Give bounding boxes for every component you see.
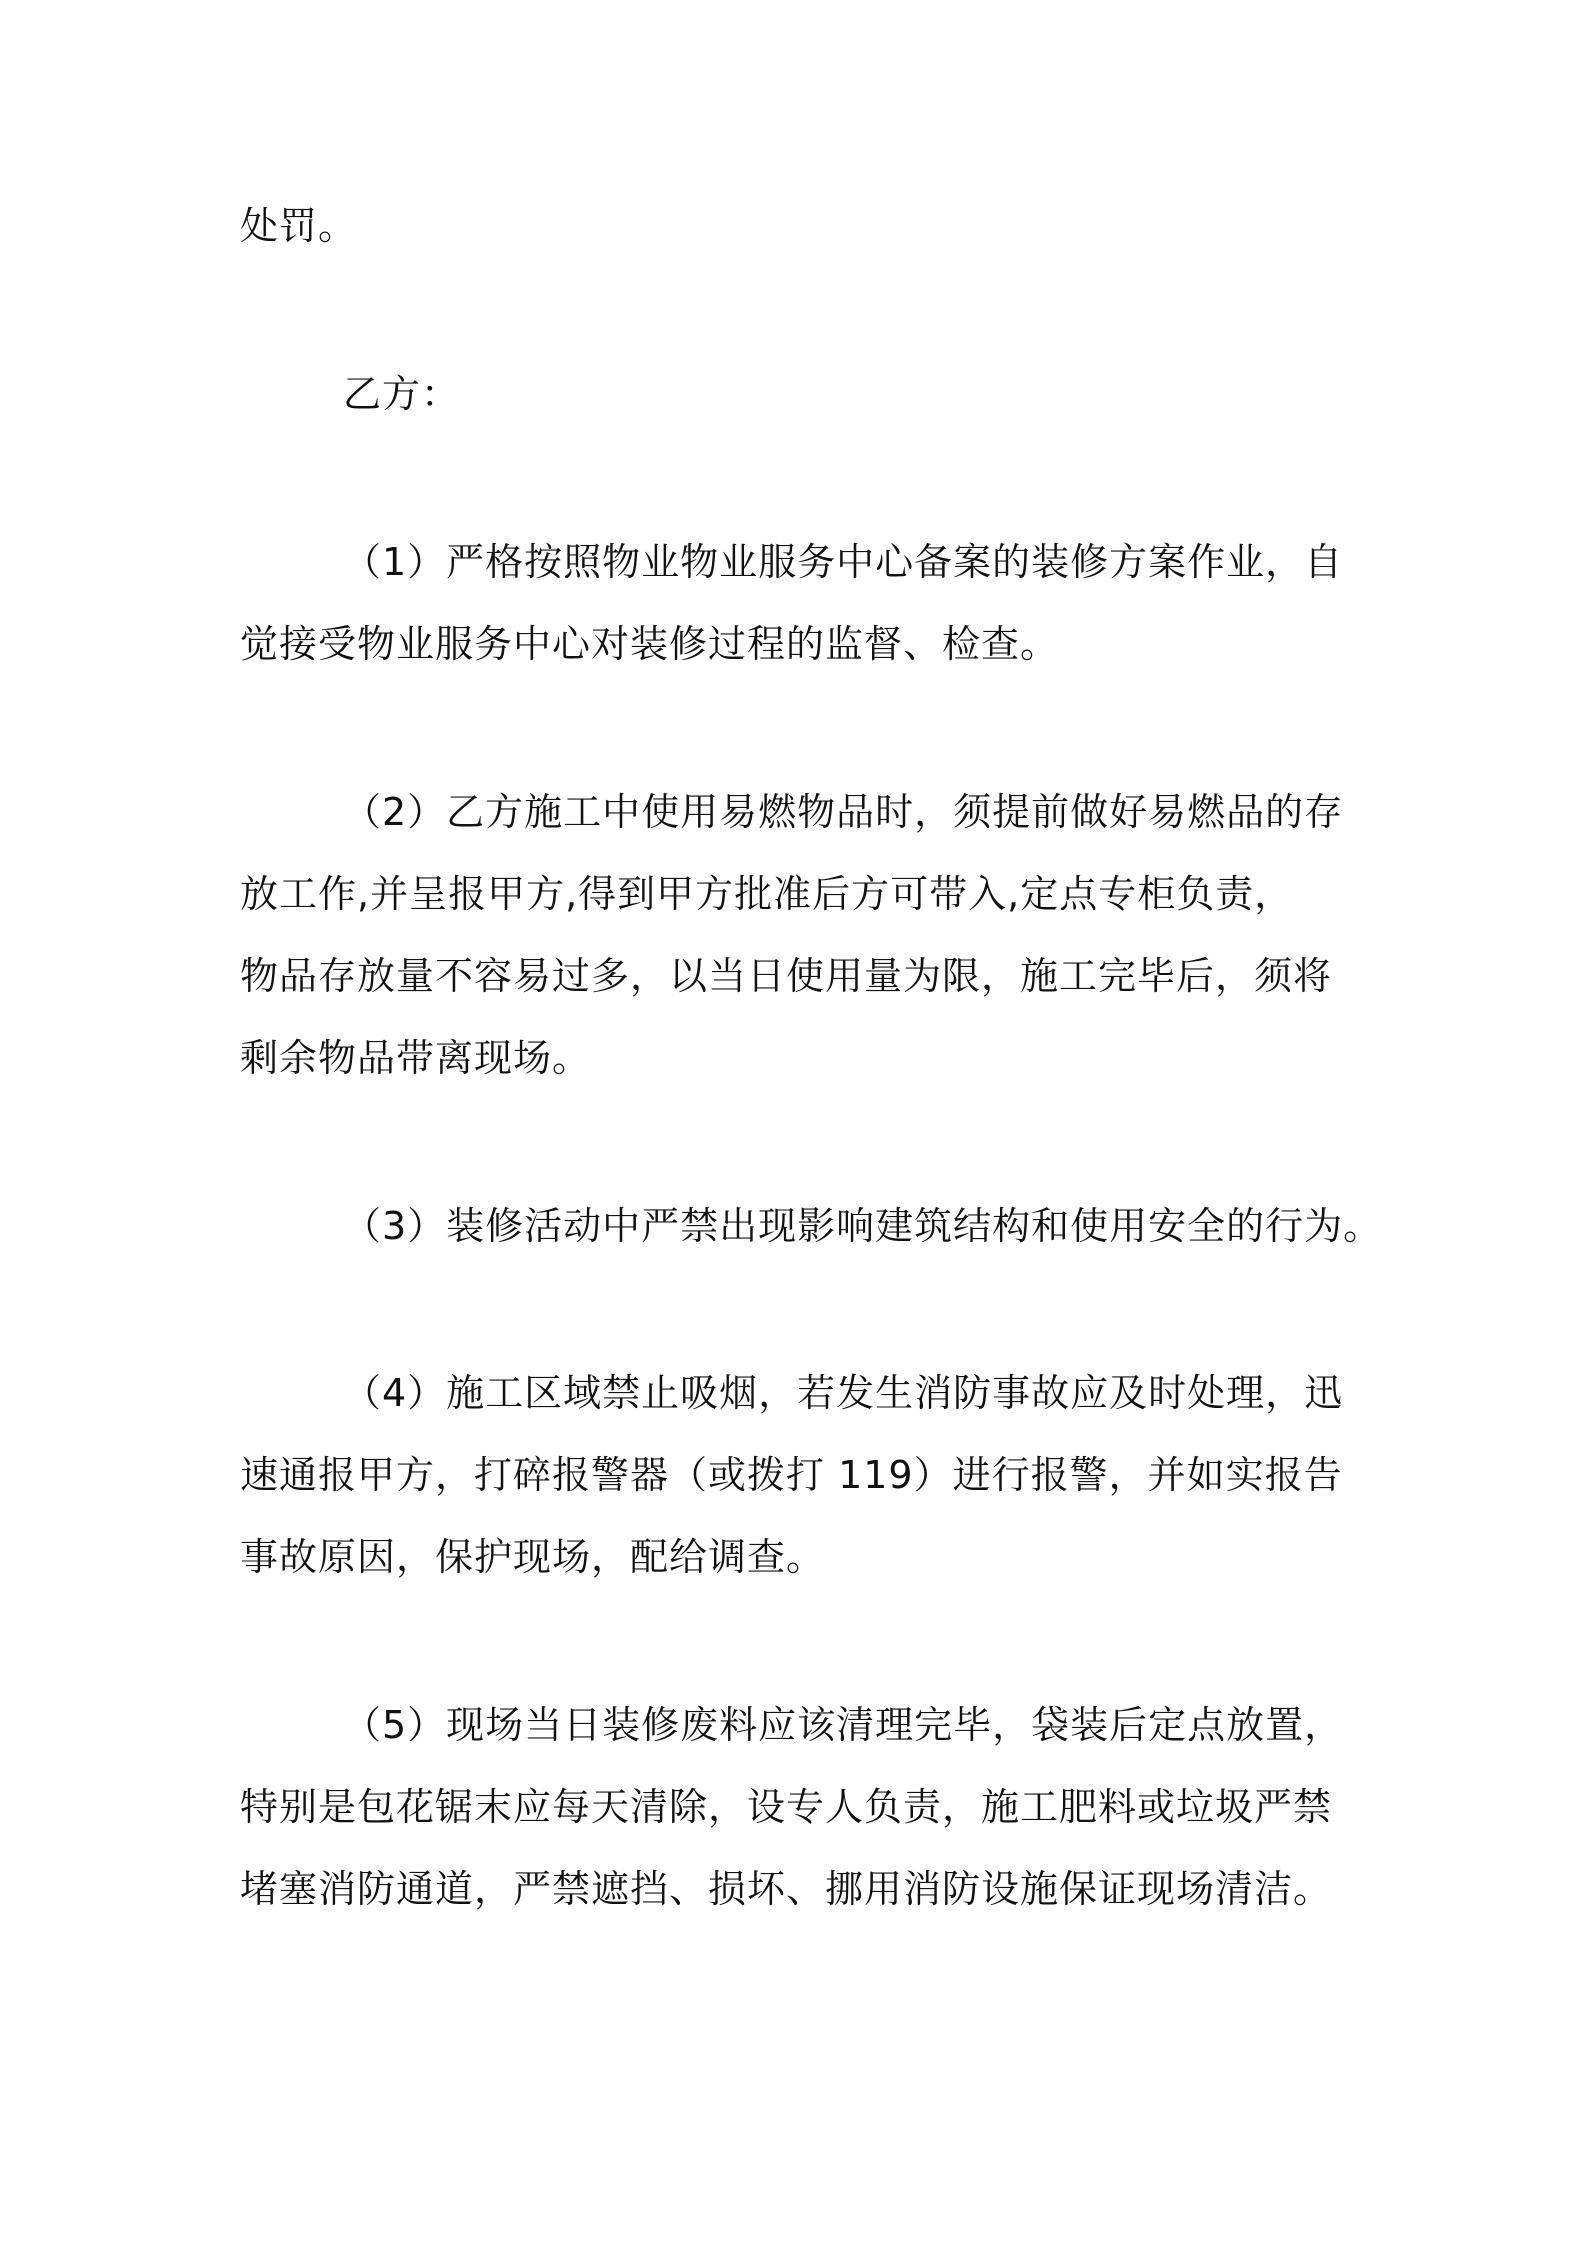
clause-line: 物品存放量不容易过多，以当日使用量为限，施工完毕后，须将 xyxy=(240,954,1333,998)
clause-line: 剩余物品带离现场。 xyxy=(240,1036,592,1080)
clause-line: 堵塞消防通道，严禁遮挡、损坏、挪用消防设施保证现场清洁。 xyxy=(240,1867,1333,1911)
clause-line: 速通报甲方，打碎报警器（或拨打 119）进行报警，并如实报告 xyxy=(240,1453,1343,1497)
clause-line: 事故原因，保护现场，配给调查。 xyxy=(240,1535,826,1579)
clause-line: 特别是包花锯末应每天清除，设专人负责，施工肥料或垃圾严禁 xyxy=(240,1785,1333,1829)
clause-line: （4）施工区域禁止吸烟，若发生消防事故应及时处理，迅 xyxy=(343,1371,1344,1415)
clause-line: 觉接受物业服务中心对装修过程的监督、检查。 xyxy=(240,622,1060,666)
party-b-heading: 乙方： xyxy=(343,372,461,416)
clause-line: 放工作,并呈报甲方,得到甲方批准后方可带入,定点专柜负责， xyxy=(240,872,1294,916)
continuation-text: 处罚。 xyxy=(240,204,358,248)
clause-line: （1）严格按照物业物业服务中心备案的装修方案作业，自 xyxy=(343,540,1344,584)
clause-line: （5）现场当日装修废料应该清理完毕，袋装后定点放置， xyxy=(343,1703,1344,1747)
clause-line: （2）乙方施工中使用易燃物品时，须提前做好易燃品的存 xyxy=(343,790,1344,834)
clause-line: （3）装修活动中严禁出现影响建筑结构和使用安全的行为。 xyxy=(343,1204,1383,1248)
